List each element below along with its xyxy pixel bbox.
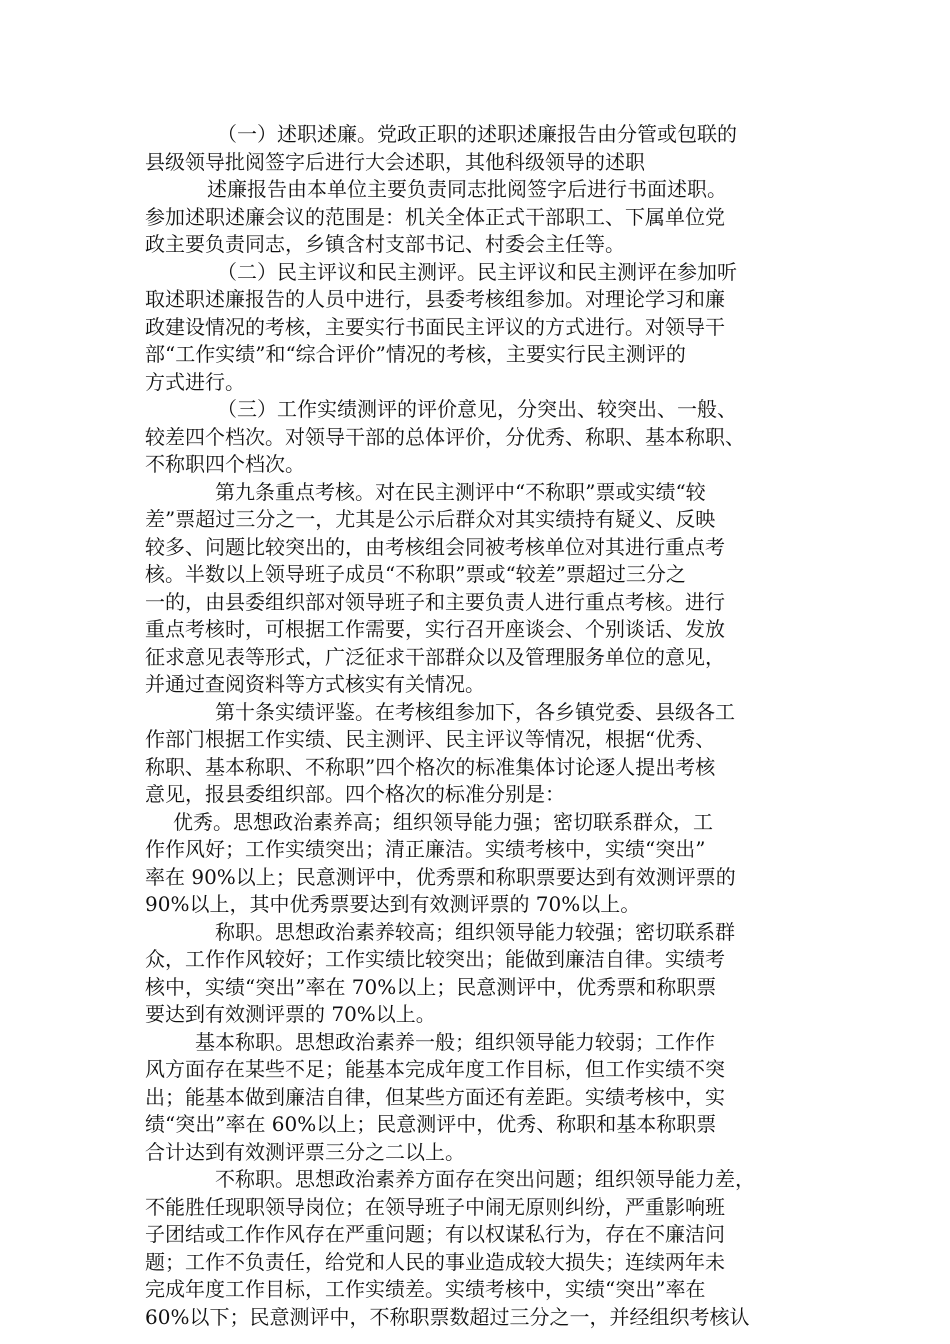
paragraph-line: 称职。思想政治素养较高；组织领导能力较强；密切联系群	[215, 919, 735, 944]
paragraph-line: 合计达到有效测评票三分之二以上。	[145, 1139, 465, 1164]
paragraph-line: （三）工作实绩测评的评价意见，分突出、较突出、一般、	[217, 397, 737, 421]
paragraph-line: 率在 90%以上；民意测评中，优秀票和称职票要达到有效测评票的	[145, 864, 736, 889]
paragraph-line: 优秀。思想政治素养高；组织领导能力强；密切联系群众，工	[173, 809, 713, 834]
paragraph-line: 方式进行。	[145, 369, 245, 394]
paragraph-line: 并通过查阅资料等方式核实有关情况。	[145, 672, 485, 696]
paragraph-line: 县级领导批阅签字后进行大会述职，其他科级领导的述职	[145, 149, 645, 174]
paragraph-line: 基本称职。思想政治素养一般；组织领导能力较弱；工作作	[195, 1029, 715, 1054]
paragraph-line: 差”票超过三分之一，尤其是公示后群众对其实绩持有疑义、反映	[145, 507, 716, 531]
paragraph-line: 出；能基本做到廉洁自律，但某些方面还有差距。实绩考核中，实	[145, 1084, 725, 1109]
paragraph-line: 较差四个档次。对领导干部的总体评价，分优秀、称职、基本称职、	[145, 424, 745, 449]
paragraph-line: 要达到有效测评票的 70%以上。	[145, 1002, 436, 1026]
paragraph-line: （二）民主评议和民主测评。民主评议和民主测评在参加听	[217, 259, 737, 284]
paragraph-line: 绩“突出”率在 60%以上；民意测评中，优秀、称职和基本称职票	[145, 1112, 717, 1136]
paragraph-line: 重点考核时，可根据工作需要，实行召开座谈会、个别谈话、发放	[145, 617, 725, 641]
paragraph-line: 第十条实绩评鉴。在考核组参加下，各乡镇党委、县级各工	[215, 699, 735, 724]
paragraph-line: 作作风好；工作实绩突出；清正廉洁。实绩考核中，实绩“突出”	[145, 837, 706, 861]
paragraph-line: 众，工作作风较好；工作实绩比较突出；能做到廉洁自律。实绩考	[145, 947, 725, 971]
paragraph-line: 作部门根据工作实绩、民主测评、民主评议等情况，根据“优秀、	[145, 727, 716, 751]
paragraph-line: 取述职述廉报告的人员中进行，县委考核组参加。对理论学习和廉	[145, 287, 725, 311]
paragraph-line: 述廉报告由本单位主要负责同志批阅签字后进行书面述职。	[207, 177, 727, 201]
paragraph-line: 意见，报县委组织部。四个格次的标准分别是：	[145, 782, 565, 806]
paragraph-line: 政主要负责同志，乡镇含村支部书记、村委会主任等。	[145, 232, 625, 256]
paragraph-line: 征求意见表等形式，广泛征求干部群众以及管理服务单位的意见，	[145, 644, 725, 669]
paragraph-line: 子团结或工作作风存在严重问题；有以权谋私行为，存在不廉洁问	[145, 1222, 725, 1246]
paragraph-line: 较多、问题比较突出的，由考核组会同被考核单位对其进行重点考	[145, 534, 725, 559]
paragraph-line: 部“工作实绩”和“综合评价”情况的考核，主要实行民主测评的	[145, 342, 686, 366]
paragraph-line: 第九条重点考核。对在民主测评中“不称职”票或实绩“较	[215, 479, 706, 504]
document-body	[145, 121, 810, 1331]
paragraph-line: 不能胜任现职领导岗位；在领导班子中闹无原则纠纷，严重影响班	[145, 1194, 725, 1219]
paragraph-line: 风方面存在某些不足；能基本完成年度工作目标，但工作实绩不突	[145, 1057, 725, 1081]
paragraph-line: 政建设情况的考核，主要实行书面民主评议的方式进行。对领导干	[145, 314, 725, 339]
paragraph-line: 不称职四个档次。	[145, 452, 305, 476]
paragraph-line: 不称职。思想政治素养方面存在突出问题；组织领导能力差，	[215, 1167, 755, 1191]
paragraph-line: 90%以上，其中优秀票要达到有效测评票的 70%以上。	[145, 892, 641, 916]
paragraph-line: （一）述职述廉。党政正职的述职述廉报告由分管或包联的	[217, 122, 737, 146]
paragraph-line: 参加述职述廉会议的范围是：机关全体正式干部职工、下属单位党	[145, 204, 725, 229]
paragraph-line: 完成年度工作目标，工作实绩差。实绩考核中，实绩“突出”率在	[145, 1277, 706, 1301]
paragraph-line: 一的，由县委组织部对领导班子和主要负责人进行重点考核。进行	[145, 589, 725, 614]
paragraph-line: 核中，实绩“突出”率在 70%以上；民意测评中，优秀票和称职票	[145, 974, 717, 999]
paragraph-line: 称职、基本称职、不称职”四个格次的标准集体讨论逐人提出考核	[145, 754, 716, 779]
paragraph-line: 题；工作不负责任，给党和人民的事业造成较大损失；连续两年未	[145, 1249, 725, 1274]
paragraph-line: 60%以下；民意测评中，不称职票数超过三分之一，并经组织考核认	[145, 1304, 750, 1329]
paragraph-line: 核。半数以上领导班子成员“不称职”票或“较差”票超过三分之	[145, 562, 686, 586]
